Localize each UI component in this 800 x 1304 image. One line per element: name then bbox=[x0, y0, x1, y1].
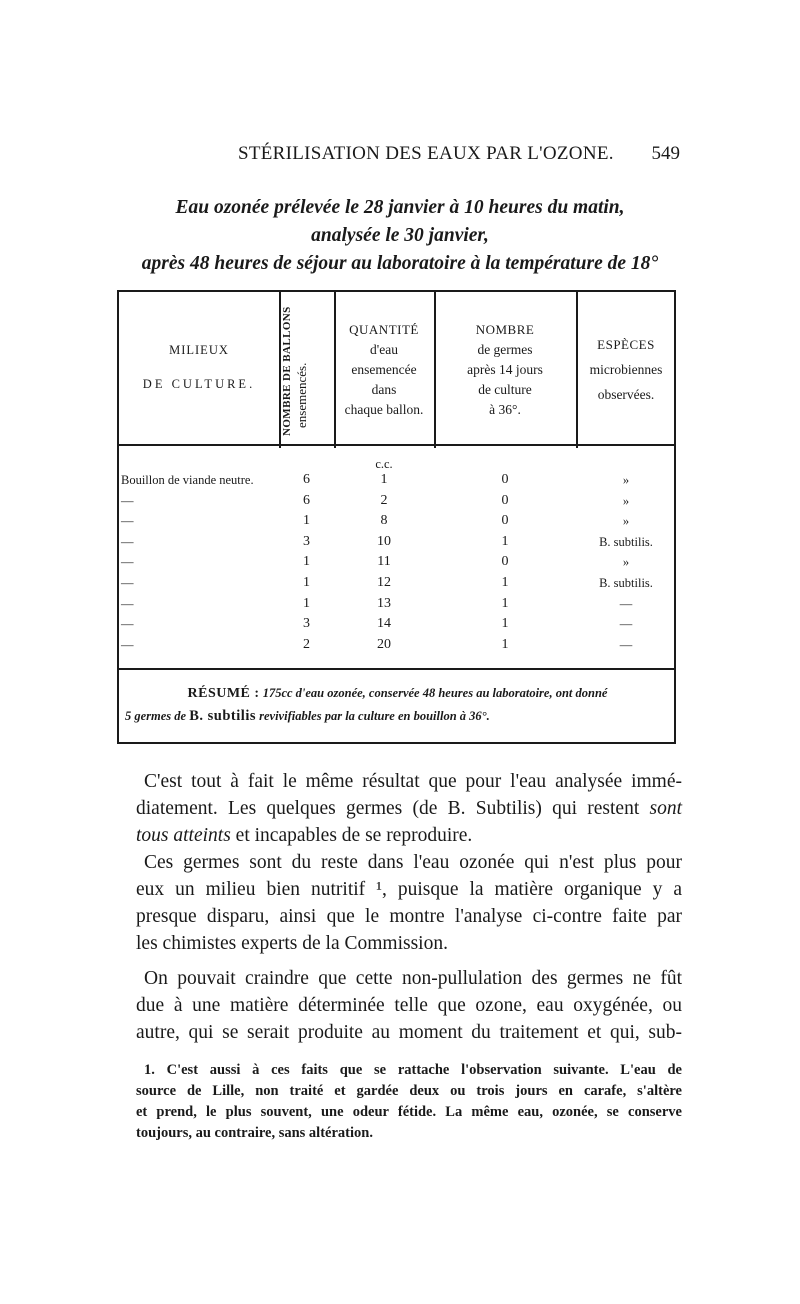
table-cell-germes: 1 bbox=[501, 616, 509, 632]
text-line: eux un milieu bien nutritif ¹, puisque la matière organique y a bbox=[136, 879, 682, 900]
table-cell-milieu: — bbox=[121, 534, 134, 549]
summary-text: 175cc d'eau ozonée, conservée 48 heures au laboratoire, ont donné bbox=[262, 686, 608, 700]
summary-rule bbox=[119, 668, 674, 670]
table-cell-especes: B. subtilis. bbox=[599, 576, 653, 590]
paragraph bbox=[136, 768, 682, 849]
header-nombre-germes: NOMBRE de germes après 14 jours de culture à 36°. bbox=[467, 322, 543, 417]
table-cell-ballons: 3 bbox=[303, 533, 310, 549]
table-cell-quantite: 13 bbox=[377, 595, 391, 611]
table-cell-quantite: 20 bbox=[377, 636, 391, 652]
text-line: tous atteints et incapables de se reproduire. bbox=[136, 825, 473, 846]
text-line: due à une matière déterminée telle que ozone, eau oxygénée, ou bbox=[136, 995, 682, 1016]
table-cell-milieu: — bbox=[121, 493, 134, 508]
footnote bbox=[136, 1060, 682, 1144]
table-cell-germes: 0 bbox=[501, 472, 509, 487]
table-cell-germes: 0 bbox=[501, 513, 509, 529]
page-number: 549 bbox=[651, 143, 680, 164]
table-cell-germes: 0 bbox=[501, 492, 509, 508]
table-cell-quantite: 14 bbox=[377, 616, 391, 632]
table-cell-milieu: — bbox=[121, 576, 134, 590]
table-cell-milieu: — bbox=[121, 596, 134, 611]
table-cell-ballons: 1 bbox=[303, 575, 310, 590]
table-cell-ballons: 3 bbox=[303, 616, 310, 632]
footnote-line: 1. C'est aussi à ces faits que se rattache l'observation suivante. L'eau de bbox=[144, 1062, 682, 1078]
text-line: autre, qui se serait produite au moment du traitement et qui, sub- bbox=[136, 1022, 682, 1043]
table-cell-especes: — bbox=[619, 637, 633, 652]
table-cell-especes: B. subtilis. bbox=[599, 534, 653, 549]
table-cell-quantite: 1 bbox=[380, 472, 388, 487]
svg-text:NOMBRE DE BALLONS: NOMBRE DE BALLONS bbox=[281, 306, 293, 436]
header-rule bbox=[119, 444, 674, 446]
table-cell-germes: 1 bbox=[501, 575, 509, 590]
table-cell-germes: 1 bbox=[501, 636, 509, 652]
header-nombre-ballons bbox=[276, 296, 318, 442]
running-title: STÉRILISATION DES EAUX PAR L'OZONE. bbox=[238, 143, 614, 164]
caption-line: analysée le 30 janvier, bbox=[311, 225, 489, 246]
table-cell-milieu: — bbox=[121, 514, 134, 529]
footnote-line: source de Lille, non traité et gardée deux ou trois jours en carafe, s'altère bbox=[136, 1083, 682, 1099]
footnote-line: toujours, au contraire, sans altération. bbox=[136, 1125, 373, 1141]
summary-text: revivifiables par la culture en bouillon à 36°. bbox=[259, 709, 490, 723]
caption-line: Eau ozonée prélevée le 28 janvier à 10 heures du matin, bbox=[175, 197, 625, 218]
paragraph bbox=[136, 849, 682, 957]
table-cell-ballons: 6 bbox=[303, 492, 310, 508]
summary-text: 5 germes de bbox=[125, 709, 187, 723]
table-cell-especes: — bbox=[619, 596, 633, 611]
caption-line: après 48 heures de séjour au laboratoire à la température de 18° bbox=[141, 253, 659, 274]
table-cell-milieu: — bbox=[121, 555, 134, 570]
text-line: diatement. Les quelques germes (de B. Subtilis) qui restent sont bbox=[136, 798, 682, 819]
table-caption bbox=[110, 194, 690, 278]
table-cell-germes: 0 bbox=[501, 554, 509, 570]
table-cell-ballons: 6 bbox=[303, 472, 310, 487]
summary-species: B. subtilis bbox=[189, 708, 256, 724]
table-cell-germes: 1 bbox=[501, 595, 509, 611]
table-cell-ballons: 1 bbox=[303, 595, 310, 611]
text-line: presque disparu, ainsi que le montre l'analyse ci-contre faite par bbox=[136, 906, 682, 927]
table-cell-ballons: 1 bbox=[303, 513, 310, 529]
unit-label: c.c. bbox=[375, 457, 393, 471]
table-cell-quantite: 2 bbox=[380, 492, 388, 508]
results-table bbox=[117, 290, 676, 744]
svg-text:ensemencés.: ensemencés. bbox=[294, 362, 309, 428]
header-quantite: QUANTITÉ d'eau ensemencée dans chaque ballon. bbox=[344, 322, 424, 417]
table-cell-especes: » bbox=[622, 473, 630, 487]
text-line: On pouvait craindre que cette non-pullulation des germes ne fût bbox=[144, 968, 682, 989]
table-cell-milieu: — bbox=[121, 637, 134, 652]
running-header bbox=[120, 143, 680, 169]
table-summary bbox=[125, 682, 670, 728]
text-line: C'est tout à fait le même résultat que pour l'eau analysée immé- bbox=[144, 771, 682, 792]
table-cell-quantite: 12 bbox=[377, 575, 391, 590]
table-cell-milieu: — bbox=[121, 617, 134, 632]
table-cell-quantite: 11 bbox=[377, 554, 391, 570]
table-cell-milieu: Bouillon de viande neutre. bbox=[121, 473, 254, 487]
summary-label: RÉSUMÉ : bbox=[187, 686, 260, 701]
table-cell-ballons: 2 bbox=[303, 636, 310, 652]
header-especes: ESPÈCES microbiennes observées. bbox=[589, 337, 663, 402]
footnote-line: et prend, le plus souvent, une odeur fétide. La même eau, ozonée, se conserve bbox=[136, 1104, 682, 1120]
table-cell-especes: — bbox=[619, 617, 633, 632]
table-cell-ballons: 1 bbox=[303, 554, 310, 570]
paragraph bbox=[136, 965, 682, 1046]
table-cell-germes: 1 bbox=[501, 533, 509, 549]
table-cell-especes: » bbox=[622, 555, 630, 570]
table-cell-especes: » bbox=[622, 514, 630, 529]
header-milieux: MILIEUX bbox=[169, 343, 229, 357]
table-cell-quantite: 8 bbox=[380, 513, 388, 529]
text-line: les chimistes experts de la Commission. bbox=[136, 933, 448, 954]
table-cell-quantite: 10 bbox=[377, 533, 391, 549]
header-de-culture: DE CULTURE. bbox=[142, 377, 256, 391]
table-cell-especes: » bbox=[622, 493, 630, 508]
text-line: Ces germes sont du reste dans l'eau ozonée qui n'est plus pour bbox=[144, 852, 682, 873]
